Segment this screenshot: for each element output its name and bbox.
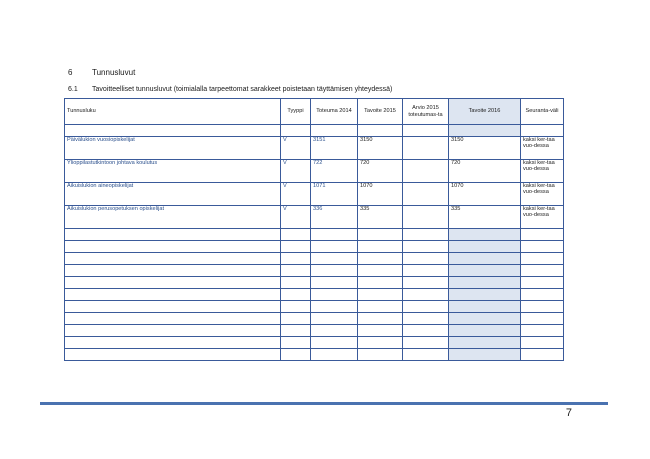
empty-cell bbox=[358, 301, 403, 313]
indicator-type: V bbox=[281, 183, 311, 206]
empty-cell bbox=[521, 325, 564, 337]
target-2015-value: 720 bbox=[358, 160, 403, 183]
header-actual-2014: Toteuma 2014 bbox=[311, 99, 358, 125]
empty-row bbox=[65, 241, 564, 253]
empty-row bbox=[65, 313, 564, 325]
indicator-name: Aikuislukion aineopiskelijat bbox=[65, 183, 281, 206]
empty-cell bbox=[449, 349, 521, 361]
empty-cell bbox=[281, 265, 311, 277]
header-followup: Seuranta-väli bbox=[521, 99, 564, 125]
empty-cell bbox=[358, 289, 403, 301]
empty-cell bbox=[521, 253, 564, 265]
empty-cell bbox=[65, 253, 281, 265]
empty-cell bbox=[65, 313, 281, 325]
target-2015-value: 335 bbox=[358, 206, 403, 229]
empty-cell bbox=[449, 277, 521, 289]
table-row bbox=[65, 137, 564, 160]
estimate-2015-value bbox=[403, 137, 449, 160]
empty-cell bbox=[65, 289, 281, 301]
empty-cell bbox=[311, 277, 358, 289]
empty-cell bbox=[65, 277, 281, 289]
empty-cell bbox=[449, 325, 521, 337]
empty-cell bbox=[358, 241, 403, 253]
empty-row bbox=[65, 325, 564, 337]
indicator-type: V bbox=[281, 137, 311, 160]
empty-cell bbox=[449, 241, 521, 253]
estimate-2015-value bbox=[403, 206, 449, 229]
header-estimate-2015: Arvio 2015 toteutumas-ta bbox=[403, 99, 449, 125]
empty-cell bbox=[403, 277, 449, 289]
empty-cell bbox=[358, 337, 403, 349]
section-number: 6 bbox=[68, 68, 73, 77]
empty-cell bbox=[65, 301, 281, 313]
empty-cell bbox=[358, 325, 403, 337]
actual-2014-value: 336 bbox=[311, 206, 358, 229]
header-target-2015: Tavoite 2015 bbox=[358, 99, 403, 125]
empty-cell bbox=[521, 265, 564, 277]
empty-row bbox=[65, 349, 564, 361]
empty-cell bbox=[311, 337, 358, 349]
empty-cell bbox=[311, 313, 358, 325]
table-row bbox=[65, 160, 564, 183]
empty-cell bbox=[449, 229, 521, 241]
indicator-type: V bbox=[281, 206, 311, 229]
followup-value: kaksi ker-taa vuo-dessa bbox=[521, 137, 564, 160]
empty-cell bbox=[449, 301, 521, 313]
empty-cell bbox=[281, 313, 311, 325]
empty-cell bbox=[311, 325, 358, 337]
empty-cell bbox=[403, 241, 449, 253]
empty-cell bbox=[281, 325, 311, 337]
empty-cell bbox=[403, 313, 449, 325]
empty-cell bbox=[403, 301, 449, 313]
empty-row bbox=[65, 265, 564, 277]
empty-cell bbox=[281, 277, 311, 289]
empty-cell bbox=[403, 265, 449, 277]
table-header-row bbox=[65, 99, 564, 125]
indicator-type: V bbox=[281, 160, 311, 183]
followup-value: kaksi ker-taa vuo-dessa bbox=[521, 183, 564, 206]
empty-cell bbox=[311, 253, 358, 265]
target-2016-value: 3150 bbox=[449, 137, 521, 160]
empty-cell bbox=[281, 241, 311, 253]
empty-cell bbox=[521, 337, 564, 349]
header-type: Tyyppi bbox=[281, 99, 311, 125]
empty-cell bbox=[65, 241, 281, 253]
empty-cell bbox=[65, 325, 281, 337]
empty-cell bbox=[65, 337, 281, 349]
empty-cell bbox=[449, 265, 521, 277]
page-number: 7 bbox=[565, 407, 572, 419]
estimate-2015-value bbox=[403, 160, 449, 183]
empty-cell bbox=[449, 253, 521, 265]
empty-rows bbox=[65, 229, 564, 361]
empty-cell bbox=[311, 265, 358, 277]
indicator-table bbox=[64, 98, 564, 361]
empty-cell bbox=[521, 301, 564, 313]
empty-cell bbox=[521, 289, 564, 301]
empty-cell bbox=[65, 265, 281, 277]
empty-cell bbox=[311, 349, 358, 361]
empty-cell bbox=[403, 337, 449, 349]
actual-2014-value: 722 bbox=[311, 160, 358, 183]
empty-cell bbox=[403, 229, 449, 241]
empty-cell bbox=[358, 349, 403, 361]
header-indicator: Tunnusluku bbox=[65, 99, 281, 125]
table-row bbox=[65, 183, 564, 206]
target-2016-value: 720 bbox=[449, 160, 521, 183]
actual-2014-value: 3151 bbox=[311, 137, 358, 160]
empty-cell bbox=[281, 301, 311, 313]
empty-row bbox=[65, 289, 564, 301]
empty-cell bbox=[358, 277, 403, 289]
followup-value: kaksi ker-taa vuo-dessa bbox=[521, 206, 564, 229]
empty-cell bbox=[65, 349, 281, 361]
target-2015-value: 1070 bbox=[358, 183, 403, 206]
empty-cell bbox=[449, 337, 521, 349]
empty-cell bbox=[449, 289, 521, 301]
indicator-name: Aikuislukion perusopetuksen opiskelijat bbox=[65, 206, 281, 229]
empty-row bbox=[65, 277, 564, 289]
indicator-name: Ylioppilastutkintoon johtava koulutus bbox=[65, 160, 281, 183]
empty-cell bbox=[311, 289, 358, 301]
empty-cell bbox=[311, 229, 358, 241]
empty-cell bbox=[281, 289, 311, 301]
empty-cell bbox=[281, 349, 311, 361]
empty-cell bbox=[521, 241, 564, 253]
empty-cell bbox=[358, 265, 403, 277]
indicator-name: Päivälukion vuosiopiskelijat bbox=[65, 137, 281, 160]
followup-value: kaksi ker-taa vuo-dessa bbox=[521, 160, 564, 183]
empty-cell bbox=[311, 241, 358, 253]
empty-cell bbox=[403, 289, 449, 301]
empty-cell bbox=[521, 277, 564, 289]
target-2016-value: 1070 bbox=[449, 183, 521, 206]
empty-cell bbox=[403, 253, 449, 265]
empty-cell bbox=[403, 325, 449, 337]
empty-cell bbox=[281, 253, 311, 265]
target-2016-value: 335 bbox=[449, 206, 521, 229]
header-target-2016: Tavoite 2016 bbox=[449, 99, 521, 125]
table-row bbox=[65, 206, 564, 229]
actual-2014-value: 1071 bbox=[311, 183, 358, 206]
empty-cell bbox=[403, 349, 449, 361]
empty-cell bbox=[65, 229, 281, 241]
section-title: Tunnusluvut bbox=[92, 68, 136, 77]
empty-cell bbox=[521, 349, 564, 361]
empty-row bbox=[65, 229, 564, 241]
subsection-number: 6.1 bbox=[68, 86, 78, 93]
target-2015-value: 3150 bbox=[358, 137, 403, 160]
subsection-title: Tavoitteelliset tunnusluvut (toimialalla tarpeettomat sarakkeet poistetaan täyttämisen yhteydessä) bbox=[92, 86, 393, 93]
empty-cell bbox=[358, 313, 403, 325]
empty-cell bbox=[281, 229, 311, 241]
estimate-2015-value bbox=[403, 183, 449, 206]
empty-cell bbox=[311, 301, 358, 313]
empty-cell bbox=[521, 229, 564, 241]
empty-cell bbox=[281, 337, 311, 349]
empty-row bbox=[65, 253, 564, 265]
empty-cell bbox=[358, 229, 403, 241]
empty-cell bbox=[521, 313, 564, 325]
empty-row bbox=[65, 337, 564, 349]
empty-cell bbox=[449, 313, 521, 325]
empty-cell bbox=[358, 253, 403, 265]
empty-row bbox=[65, 301, 564, 313]
spacer-row bbox=[65, 125, 564, 137]
footer-rule bbox=[40, 402, 608, 405]
